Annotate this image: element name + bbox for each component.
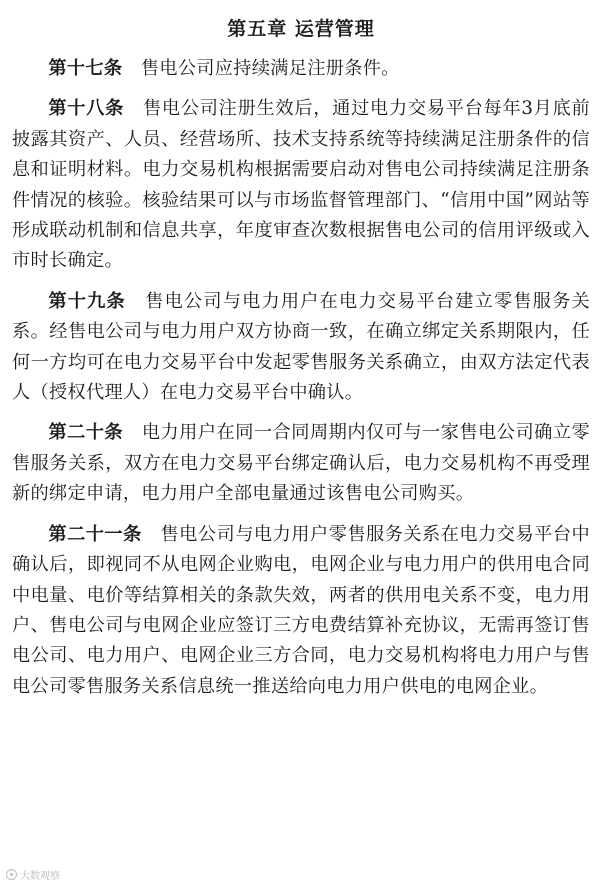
article-number: 第二十一条	[48, 523, 142, 545]
article-number: 第十九条	[48, 290, 126, 312]
article-number: 第十八条	[48, 98, 125, 120]
circle-logo-icon	[6, 869, 17, 880]
chapter-title: 第五章 运营管理	[227, 18, 375, 40]
article-text: 售电公司注册生效后，通过电力交易平台每年3月底前披露其资产、人员、经营场所、技术支持系统等持续满足注册条件的信息和证明材料。电力交易机构根据需要启动对售电公司持续满足注册条件情况的核验。核验结果可以与市场监督管理部门、“信用中国”网站等形成联动机制和信息共享，年度审查次数根据售电公司的信用评级或入市时长确定。	[12, 98, 590, 272]
article-21	[12, 520, 590, 702]
article-text: 售电公司与电力用户在电力交易平台建立零售服务关系。经售电公司与电力用户双方协商一致，在确立绑定关系期限内，任何一方均可在电力交易平台中发起零售服务关系确立，由双方法定代表人（授权代理人）在电力交易平台中确认。	[12, 290, 590, 404]
article-number: 第二十条	[48, 422, 124, 444]
article-20	[12, 418, 590, 509]
article-text: 售电公司应持续满足注册条件。	[140, 58, 400, 79]
article-17	[12, 54, 590, 84]
article-text: 售电公司与电力用户零售服务关系在电力交易平台中确认后，即视同不从电网企业购电，电网企业与电力用户的供用电合同中电量、电价等结算相关的条款失效，两者的供用电关系不变，电力用户、售电公司与电网企业应签订三方电费结算补充协议，无需再签订售电公司、电力用户、电网企业三方合同，电力交易机构将电力用户与售电公司零售服务关系信息统一推送给向电力用户供电的电网企业。	[12, 523, 590, 697]
article-text: 电力用户在同一合同周期内仅可与一家售电公司确立零售服务关系，双方在电力交易平台绑定确认后，电力交易机构不再受理新的绑定申请，电力用户全部电量通过该售电公司购买。	[12, 422, 590, 505]
article-number: 第十七条	[48, 58, 123, 79]
watermark	[6, 867, 60, 882]
watermark-text: 大数观察	[20, 871, 60, 882]
article-18	[12, 94, 590, 276]
article-19	[12, 287, 590, 409]
